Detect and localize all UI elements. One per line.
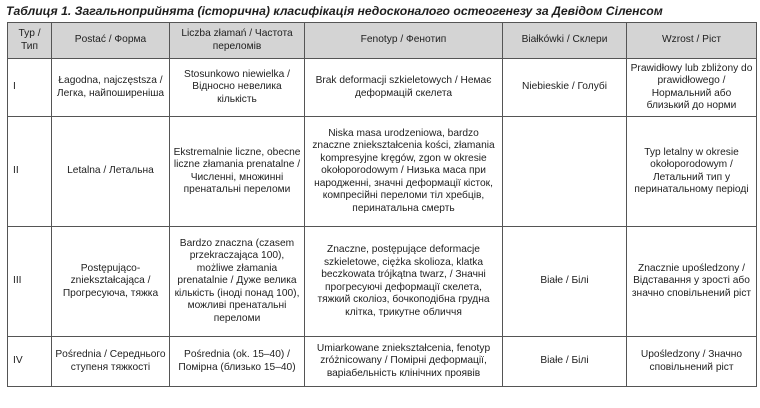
cell-phenotype: Umiarkowane zniekształcenia, fenotyp zróżnicowany / Помірні деформації, варіабельність клінічних проявів	[305, 337, 503, 387]
cell-type: IV	[8, 337, 52, 387]
cell-growth: Znacznie upośledzony / Відставання у зрості або значно сповільнений ріст	[627, 227, 757, 337]
table-row	[8, 337, 757, 387]
table-row	[8, 59, 757, 117]
cell-form: Pośrednia / Середнього ступеня тяжкості	[52, 337, 170, 387]
cell-phenotype: Znaczne, postępujące deformacje szkieletowe, ciężka skolioza, klatka beczkowata trójkątna twarz, / Значні прогресуючі деформації скелета, тяжкий сколіоз, бочкоподібна грудна клітка, трикутне обличчя	[305, 227, 503, 337]
cell-fractures: Stosunkowo niewielka / Відносно невелика кількість	[170, 59, 305, 117]
header-sclera: Białkówki / Склери	[503, 23, 627, 59]
cell-fractures: Ekstremalnie liczne, obecne liczne złamania prenatalne / Численні, множинні пренатальні переломи	[170, 117, 305, 227]
table-row	[8, 117, 757, 227]
header-row	[8, 23, 757, 59]
header-phenotype: Fenotyp / Фенотип	[305, 23, 503, 59]
cell-fractures: Bardzo znaczna (czasem przekraczająca 100), możliwe złamania prenatalnie / Дуже велика кількість (іноді понад 100), можливі пренатальні переломи	[170, 227, 305, 337]
cell-type: III	[8, 227, 52, 337]
cell-growth: Typ letalny w okresie okołoporodowym / Летальний тип у перинатальному періоді	[627, 117, 757, 227]
table-row	[8, 227, 757, 337]
cell-phenotype: Niska masa urodzeniowa, bardzo znaczne zniekształcenia kości, złamania kompresyjne kręgów, zgon w okresie okołoporodowym / Низька маса при народженні, значні деформації кісток, компресійні переломи тіл хребців, перинатальна смерть	[305, 117, 503, 227]
cell-type: I	[8, 59, 52, 117]
cell-sclera: Białe / Білі	[503, 227, 627, 337]
cell-form: Łagodna, najczęstsza / Легка, найпоширеніша	[52, 59, 170, 117]
cell-sclera	[503, 117, 627, 227]
cell-sclera: Białe / Білі	[503, 337, 627, 387]
cell-sclera: Niebieskie / Голубі	[503, 59, 627, 117]
cell-type: II	[8, 117, 52, 227]
cell-phenotype: Brak deformacji szkieletowych / Немає деформацій скелета	[305, 59, 503, 117]
table-title: Таблиця 1. Загальноприйнята (історична) класифікація недосконалого остеогенезу за Девідом Сіленсом	[6, 4, 663, 18]
cell-fractures: Pośrednia (ok. 15–40) / Помірна (близько 15–40)	[170, 337, 305, 387]
header-growth: Wzrost / Ріст	[627, 23, 757, 59]
header-fractures: Liczba złamań / Частота переломів	[170, 23, 305, 59]
cell-growth: Upośledzony / Значно сповільнений ріст	[627, 337, 757, 387]
classification-table	[7, 22, 757, 387]
cell-form: Letalna / Летальна	[52, 117, 170, 227]
header-form: Postać / Форма	[52, 23, 170, 59]
header-type: Typ / Тип	[8, 23, 52, 59]
cell-form: Postępująco-zniekształcająca / Прогресуюча, тяжка	[52, 227, 170, 337]
cell-growth: Prawidłowy lub zbliżony do prawidłowego / Нормальний або близький до норми	[627, 59, 757, 117]
